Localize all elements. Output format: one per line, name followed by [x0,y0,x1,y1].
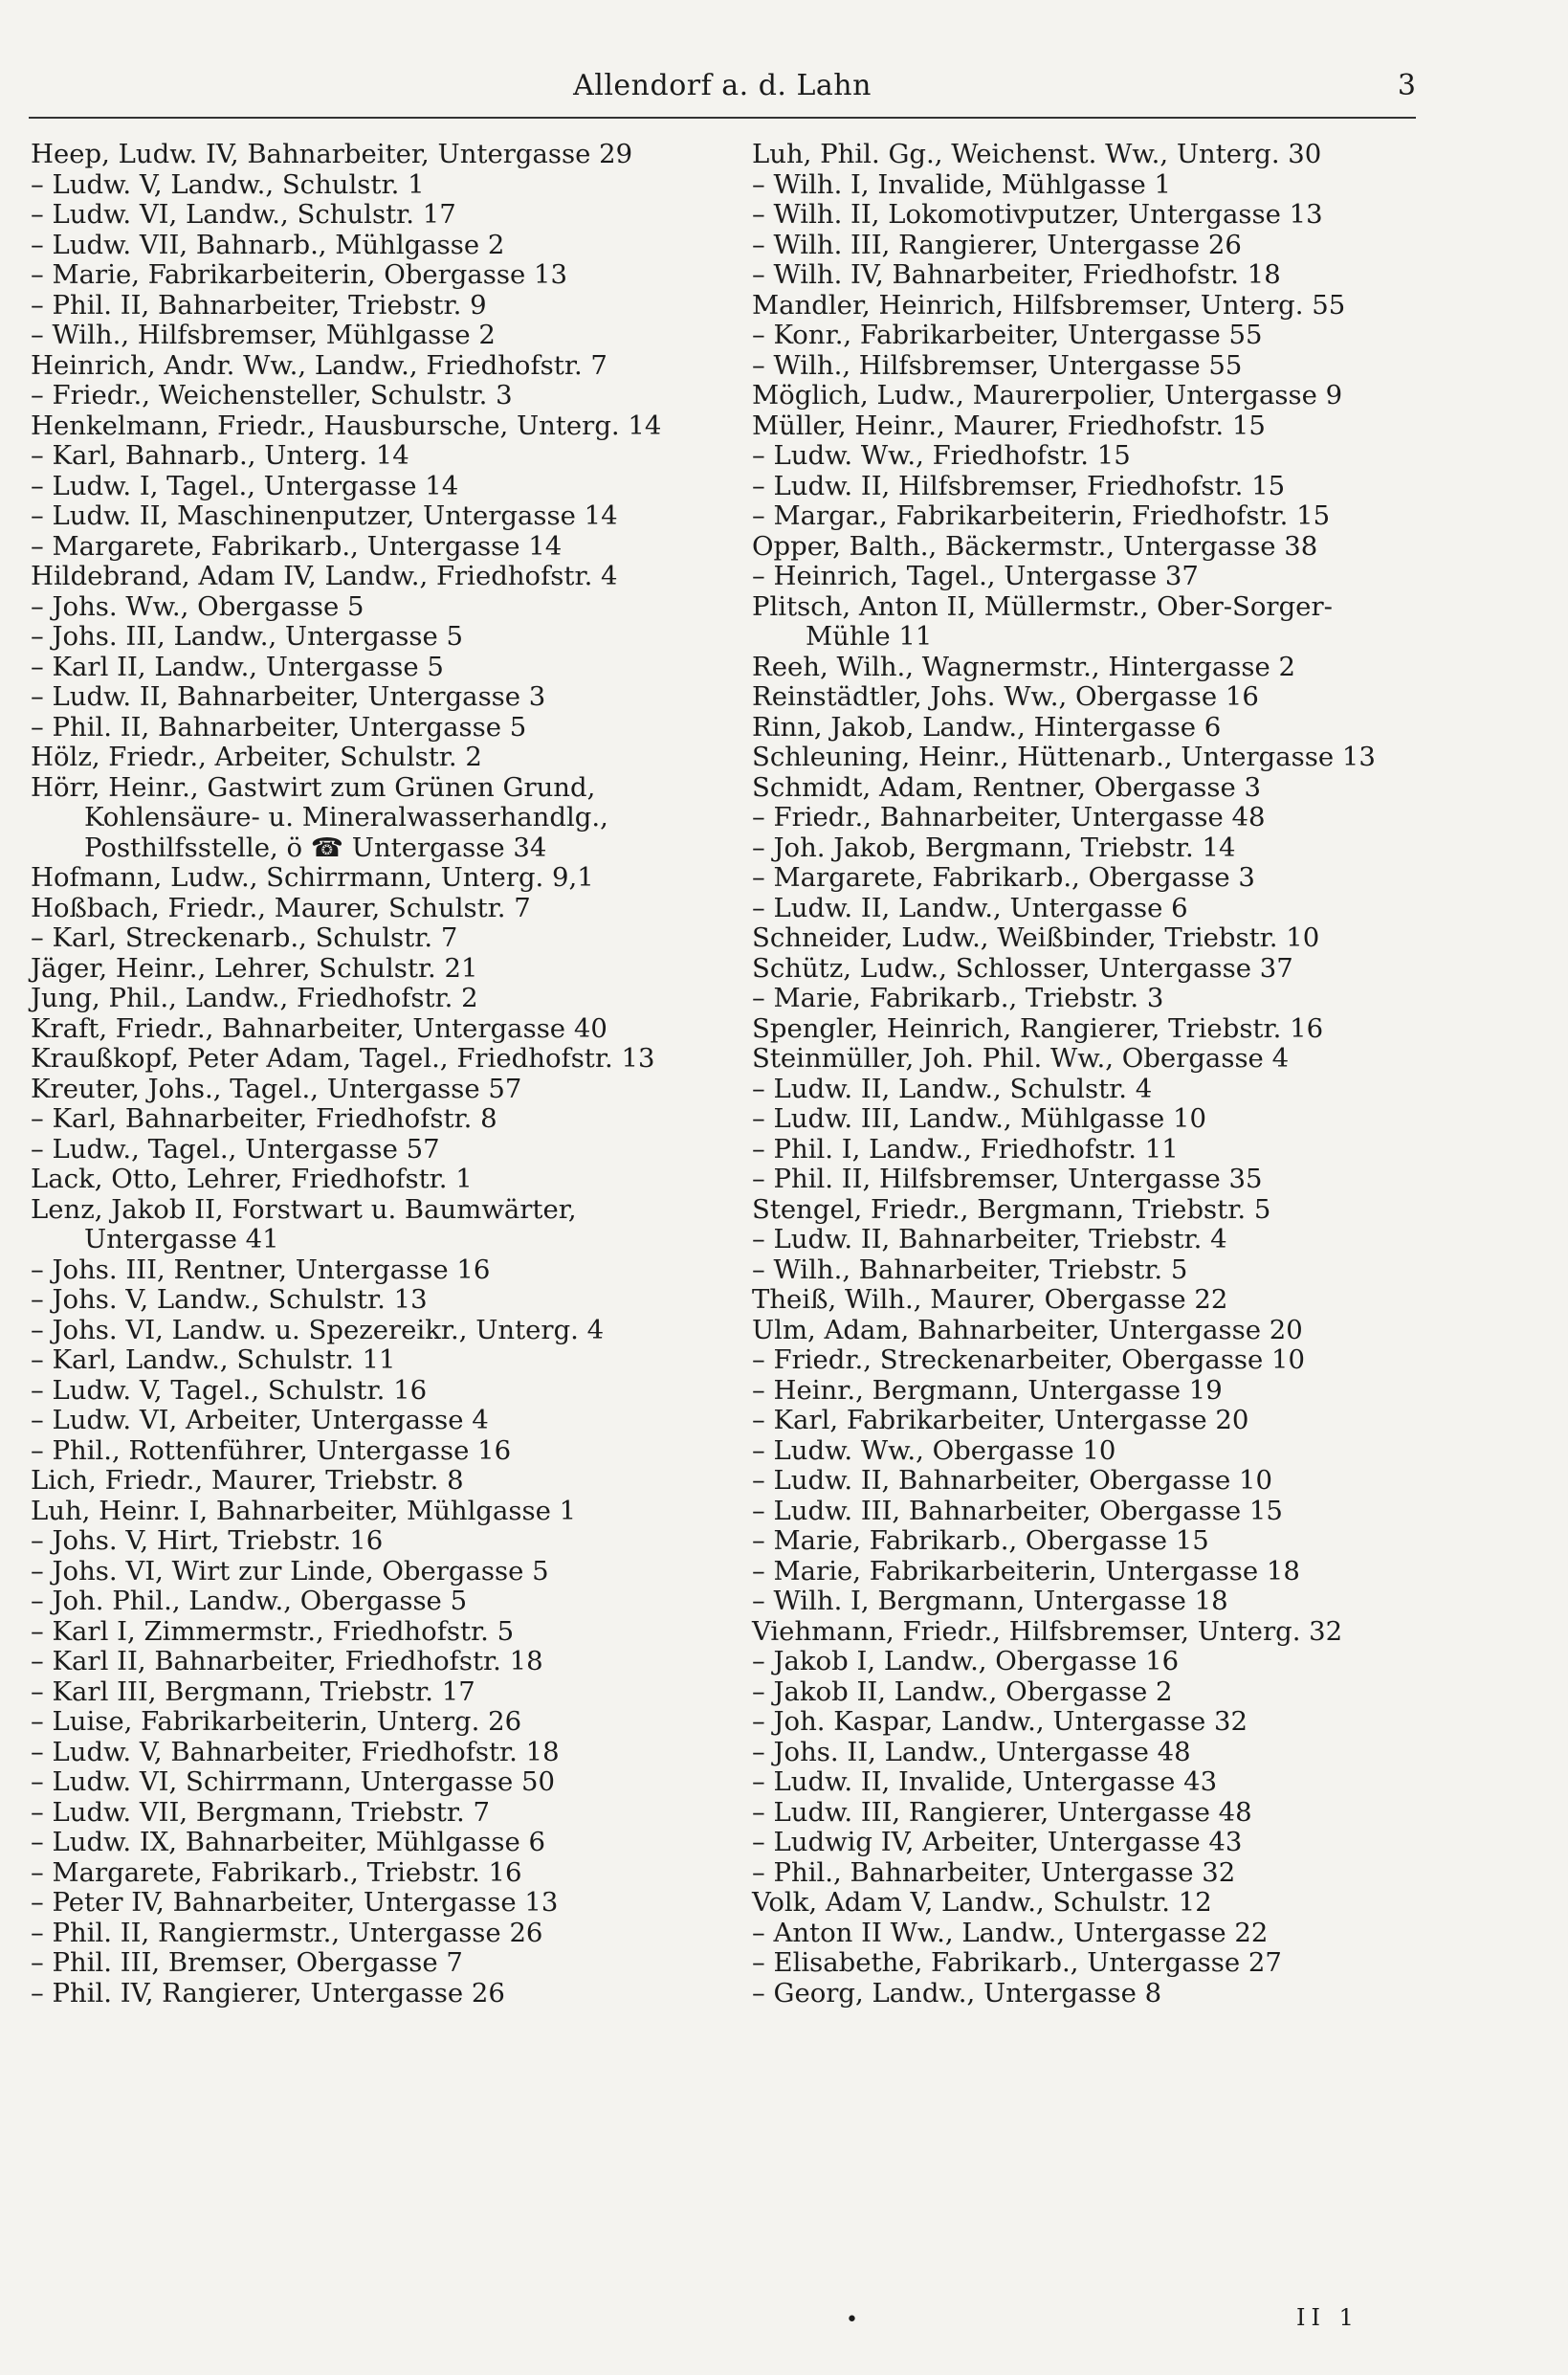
directory-entry: Schmidt, Adam, Rentner, Obergasse 3 [752,771,1262,803]
directory-entry: – Ludw. V, Landw., Schulstr. 1 [31,168,425,200]
directory-entry: – Karl III, Bergmann, Triebstr. 17 [31,1676,475,1707]
directory-entry: – Karl I, Zimmermstr., Friedhofstr. 5 [31,1615,515,1647]
printer-signature: II 1 [1296,2304,1359,2331]
directory-entry: – Wilh. IV, Bahnarbeiter, Friedhofstr. 18 [752,259,1281,290]
directory-entry: – Marie, Fabrikarbeiterin, Untergasse 18 [752,1555,1300,1587]
directory-entry: – Johs. V, Hirt, Triebstr. 16 [31,1525,384,1556]
directory-entry: – Phil., Bahnarbeiter, Untergasse 32 [752,1856,1236,1888]
directory-entry: – Ludw. II, Maschinenputzer, Untergasse 14 [31,500,618,531]
directory-entry: – Joh. Kaspar, Landw., Untergasse 32 [752,1706,1248,1737]
directory-entry: – Heinrich, Tagel., Untergasse 37 [752,561,1199,591]
directory-entry: Rinn, Jakob, Landw., Hintergasse 6 [752,711,1222,743]
directory-entry: Ulm, Adam, Bahnarbeiter, Untergasse 20 [752,1314,1303,1345]
directory-entry: – Phil. II, Rangiermstr., Untergasse 26 [31,1917,543,1948]
directory-entry: – Ludw. V, Bahnarbeiter, Friedhofstr. 18 [31,1736,560,1767]
directory-entry: Müller, Heinr., Maurer, Friedhofstr. 15 [752,410,1266,441]
directory-entry: Lenz, Jakob II, Forstwart u. Baumwärter, [31,1193,577,1225]
directory-entry: Luh, Heinr. I, Bahnarbeiter, Mühlgasse 1 [31,1495,577,1526]
directory-entry: – Johs. VI, Landw. u. Spezereikr., Unterg. 4 [31,1314,605,1345]
directory-entry: Heinrich, Andr. Ww., Landw., Friedhofstr. 7 [31,349,607,381]
directory-entry: – Heinr., Bergmann, Untergasse 19 [752,1374,1223,1406]
directory-entry: Stengel, Friedr., Bergmann, Triebstr. 5 [752,1193,1271,1225]
directory-entry: – Wilh. I, Invalide, Mühlgasse 1 [752,168,1171,200]
page-title: Allendorf a. d. Lahn [573,69,872,102]
directory-entry: – Peter IV, Bahnarbeiter, Untergasse 13 [31,1887,559,1918]
directory-entry: – Luise, Fabrikarbeiterin, Unterg. 26 [31,1706,522,1737]
directory-entry: – Karl, Bahnarbeiter, Friedhofstr. 8 [31,1103,497,1134]
directory-entry: – Johs. II, Landw., Untergasse 48 [752,1736,1191,1767]
directory-entry: – Ludw. II, Invalide, Untergasse 43 [752,1766,1218,1797]
directory-entry: – Margarete, Fabrikarb., Untergasse 14 [31,530,563,562]
directory-entry: – Jakob I, Landw., Obergasse 16 [752,1646,1180,1676]
directory-entry: – Friedr., Streckenarbeiter, Obergasse 10 [752,1344,1306,1375]
directory-entry: – Johs. V, Landw., Schulstr. 13 [31,1284,428,1315]
directory-entry: – Marie, Fabrikarbeiterin, Obergasse 13 [31,259,568,290]
directory-entry: Kohlensäure- u. Mineralwasserhandlg., [84,802,608,832]
page-header [29,69,1416,119]
directory-entry: Opper, Balth., Bäckermstr., Untergasse 38 [752,530,1318,562]
directory-entry: – Georg, Landw., Untergasse 8 [752,1977,1162,2009]
page-number: 3 [1397,69,1416,102]
directory-entry: – Ludw. Ww., Obergasse 10 [752,1434,1116,1466]
directory-entry: – Friedr., Weichensteller, Schulstr. 3 [31,380,513,411]
directory-entry: – Phil. II, Hilfsbremser, Untergasse 35 [752,1164,1263,1194]
directory-entry: – Ludw. II, Bahnarbeiter, Obergasse 10 [752,1465,1273,1496]
directory-entry: Kraußkopf, Peter Adam, Tagel., Friedhofstr. 13 [31,1043,655,1074]
directory-entry: Jung, Phil., Landw., Friedhofstr. 2 [31,983,478,1013]
directory-entry: – Johs. III, Rentner, Untergasse 16 [31,1254,491,1285]
directory-entry: – Ludw. IX, Bahnarbeiter, Mühlgasse 6 [31,1827,546,1857]
directory-entry: – Marie, Fabrikarb., Obergasse 15 [752,1525,1209,1556]
directory-entry: – Ludw. VI, Schirrmann, Untergasse 50 [31,1766,556,1797]
directory-entry: – Friedr., Bahnarbeiter, Untergasse 48 [752,802,1266,832]
directory-entry: – Karl, Streckenarb., Schulstr. 7 [31,922,458,953]
directory-entry: Kreuter, Johs., Tagel., Untergasse 57 [31,1073,522,1104]
directory-entry: – Margar., Fabrikarbeiterin, Friedhofstr. 15 [752,500,1331,531]
directory-entry: – Ludw. V, Tagel., Schulstr. 16 [31,1374,428,1406]
directory-entry: – Wilh. II, Lokomotivputzer, Untergasse 13 [752,199,1323,230]
directory-entry: Lich, Friedr., Maurer, Triebstr. 8 [31,1465,464,1496]
directory-entry: Hölz, Friedr., Arbeiter, Schulstr. 2 [31,742,482,772]
directory-entry: – Ludw. I, Tagel., Untergasse 14 [31,470,459,501]
directory-entry: – Wilh., Hilfsbremser, Untergasse 55 [752,349,1243,381]
right-column [752,140,1422,2009]
directory-entry: Volk, Adam V, Landw., Schulstr. 12 [752,1887,1212,1918]
directory-entry: – Konr., Fabrikarbeiter, Untergasse 55 [752,320,1263,350]
left-column [31,140,729,2009]
directory-entry: – Marie, Fabrikarb., Triebstr. 3 [752,983,1164,1013]
directory-entry: – Ludw., Tagel., Untergasse 57 [31,1133,440,1165]
directory-entry: Henkelmann, Friedr., Hausbursche, Unterg. 14 [31,410,662,441]
directory-entry: Reinstädtler, Johs. Ww., Obergasse 16 [752,681,1259,712]
directory-entry: – Ludw. II, Landw., Untergasse 6 [752,892,1188,923]
directory-entry: – Elisabethe, Fabrikarb., Untergasse 27 [752,1947,1282,1978]
directory-entry: – Ludw. VII, Bergmann, Triebstr. 7 [31,1796,490,1828]
directory-entry: – Ludw. VI, Arbeiter, Untergasse 4 [31,1405,489,1435]
directory-entry: – Wilh., Bahnarbeiter, Triebstr. 5 [752,1254,1188,1285]
directory-entry: Jäger, Heinr., Lehrer, Schulstr. 21 [31,952,478,984]
directory-entry: Posthilfsstelle, ö ☎ Untergasse 34 [84,832,547,863]
directory-entry: – Margarete, Fabrikarb., Triebstr. 16 [31,1856,522,1888]
directory-entry: Luh, Phil. Gg., Weichenst. Ww., Unterg. 30 [752,139,1322,169]
directory-entry: – Margarete, Fabrikarb., Obergasse 3 [752,862,1255,893]
directory-entry: – Phil. IV, Rangierer, Untergasse 26 [31,1977,505,2009]
directory-entry: – Phil. I, Landw., Friedhofstr. 11 [752,1133,1179,1165]
directory-entry: – Ludw. II, Landw., Schulstr. 4 [752,1073,1153,1104]
directory-entry: Schleuning, Heinr., Hüttenarb., Untergasse 13 [752,742,1376,772]
directory-entry: – Phil. III, Bremser, Obergasse 7 [31,1947,463,1978]
directory-entry: – Phil. II, Bahnarbeiter, Untergasse 5 [31,711,527,743]
directory-entry: Hofmann, Ludw., Schirrmann, Unterg. 9,1 [31,862,594,893]
directory-entry: Heep, Ludw. IV, Bahnarbeiter, Untergasse 29 [31,139,633,169]
directory-entry: Kraft, Friedr., Bahnarbeiter, Untergasse 40 [31,1012,607,1044]
directory-entry: – Johs. III, Landw., Untergasse 5 [31,621,464,652]
directory-entry: – Ludw. II, Bahnarbeiter, Untergasse 3 [31,681,546,712]
directory-entry: Möglich, Ludw., Maurerpolier, Untergasse 9 [752,380,1343,411]
directory-entry: Reeh, Wilh., Wagnermstr., Hintergasse 2 [752,651,1296,682]
directory-entry: – Wilh., Hilfsbremser, Mühlgasse 2 [31,320,496,350]
directory-entry: – Joh. Phil., Landw., Obergasse 5 [31,1586,468,1616]
directory-entry: – Phil. II, Bahnarbeiter, Triebstr. 9 [31,289,487,321]
directory-entry: Mandler, Heinrich, Hilfsbremser, Unterg. 55 [752,289,1346,321]
directory-entry: – Ludw. Ww., Friedhofstr. 15 [752,440,1131,471]
footer-dot: • [846,2308,858,2332]
directory-entry: – Karl, Bahnarb., Unterg. 14 [31,440,409,471]
directory-entry: Spengler, Heinrich, Rangierer, Triebstr. 16 [752,1012,1324,1044]
directory-entry: Steinmüller, Joh. Phil. Ww., Obergasse 4 [752,1043,1290,1074]
directory-entry: – Phil., Rottenführer, Untergasse 16 [31,1434,512,1466]
directory-entry: – Ludw. VII, Bahnarb., Mühlgasse 2 [31,229,505,260]
directory-entry: – Johs. Ww., Obergasse 5 [31,590,364,622]
directory-entry: Mühle 11 [806,621,933,652]
directory-entry: – Ludw. VI, Landw., Schulstr. 17 [31,199,456,230]
directory-entry: Lack, Otto, Lehrer, Friedhofstr. 1 [31,1164,473,1194]
directory-entry: – Ludw. II, Hilfsbremser, Friedhofstr. 15 [752,470,1286,501]
directory-entry: – Jakob II, Landw., Obergasse 2 [752,1676,1173,1707]
directory-entry: – Karl II, Landw., Untergasse 5 [31,651,444,682]
directory-entry: – Ludw. II, Bahnarbeiter, Triebstr. 4 [752,1224,1227,1254]
directory-entry: – Karl II, Bahnarbeiter, Friedhofstr. 18 [31,1646,543,1676]
directory-entry: Hildebrand, Adam IV, Landw., Friedhofstr. 4 [31,561,618,591]
directory-entry: Hörr, Heinr., Gastwirt zum Grünen Grund, [31,771,596,803]
directory-entry: Schneider, Ludw., Weißbinder, Triebstr. 10 [752,922,1320,953]
directory-entry: – Johs. VI, Wirt zur Linde, Obergasse 5 [31,1555,549,1587]
directory-entry: – Karl, Fabrikarbeiter, Untergasse 20 [752,1405,1249,1435]
directory-entry: – Joh. Jakob, Bergmann, Triebstr. 14 [752,832,1236,863]
directory-entry: – Wilh. III, Rangierer, Untergasse 26 [752,229,1242,260]
directory-entry: Viehmann, Friedr., Hilfsbremser, Unterg. 32 [752,1615,1343,1647]
directory-entry: Schütz, Ludw., Schlosser, Untergasse 37 [752,952,1293,984]
directory-entry: – Ludw. III, Bahnarbeiter, Obergasse 15 [752,1495,1283,1526]
directory-entry: – Anton II Ww., Landw., Untergasse 22 [752,1917,1269,1948]
directory-entry: Plitsch, Anton II, Müllermstr., Ober-Sorger- [752,590,1333,622]
directory-entry: – Ludw. III, Rangierer, Untergasse 48 [752,1796,1252,1828]
directory-entry: – Ludwig IV, Arbeiter, Untergasse 43 [752,1827,1243,1857]
directory-entry: – Karl, Landw., Schulstr. 11 [31,1344,396,1375]
directory-entry: – Ludw. III, Landw., Mühlgasse 10 [752,1103,1206,1134]
directory-entry: Theiß, Wilh., Maurer, Obergasse 22 [752,1284,1228,1315]
directory-entry: – Wilh. I, Bergmann, Untergasse 18 [752,1586,1228,1616]
directory-entry: Hoßbach, Friedr., Maurer, Schulstr. 7 [31,892,531,923]
directory-entry: Untergasse 41 [84,1224,279,1254]
